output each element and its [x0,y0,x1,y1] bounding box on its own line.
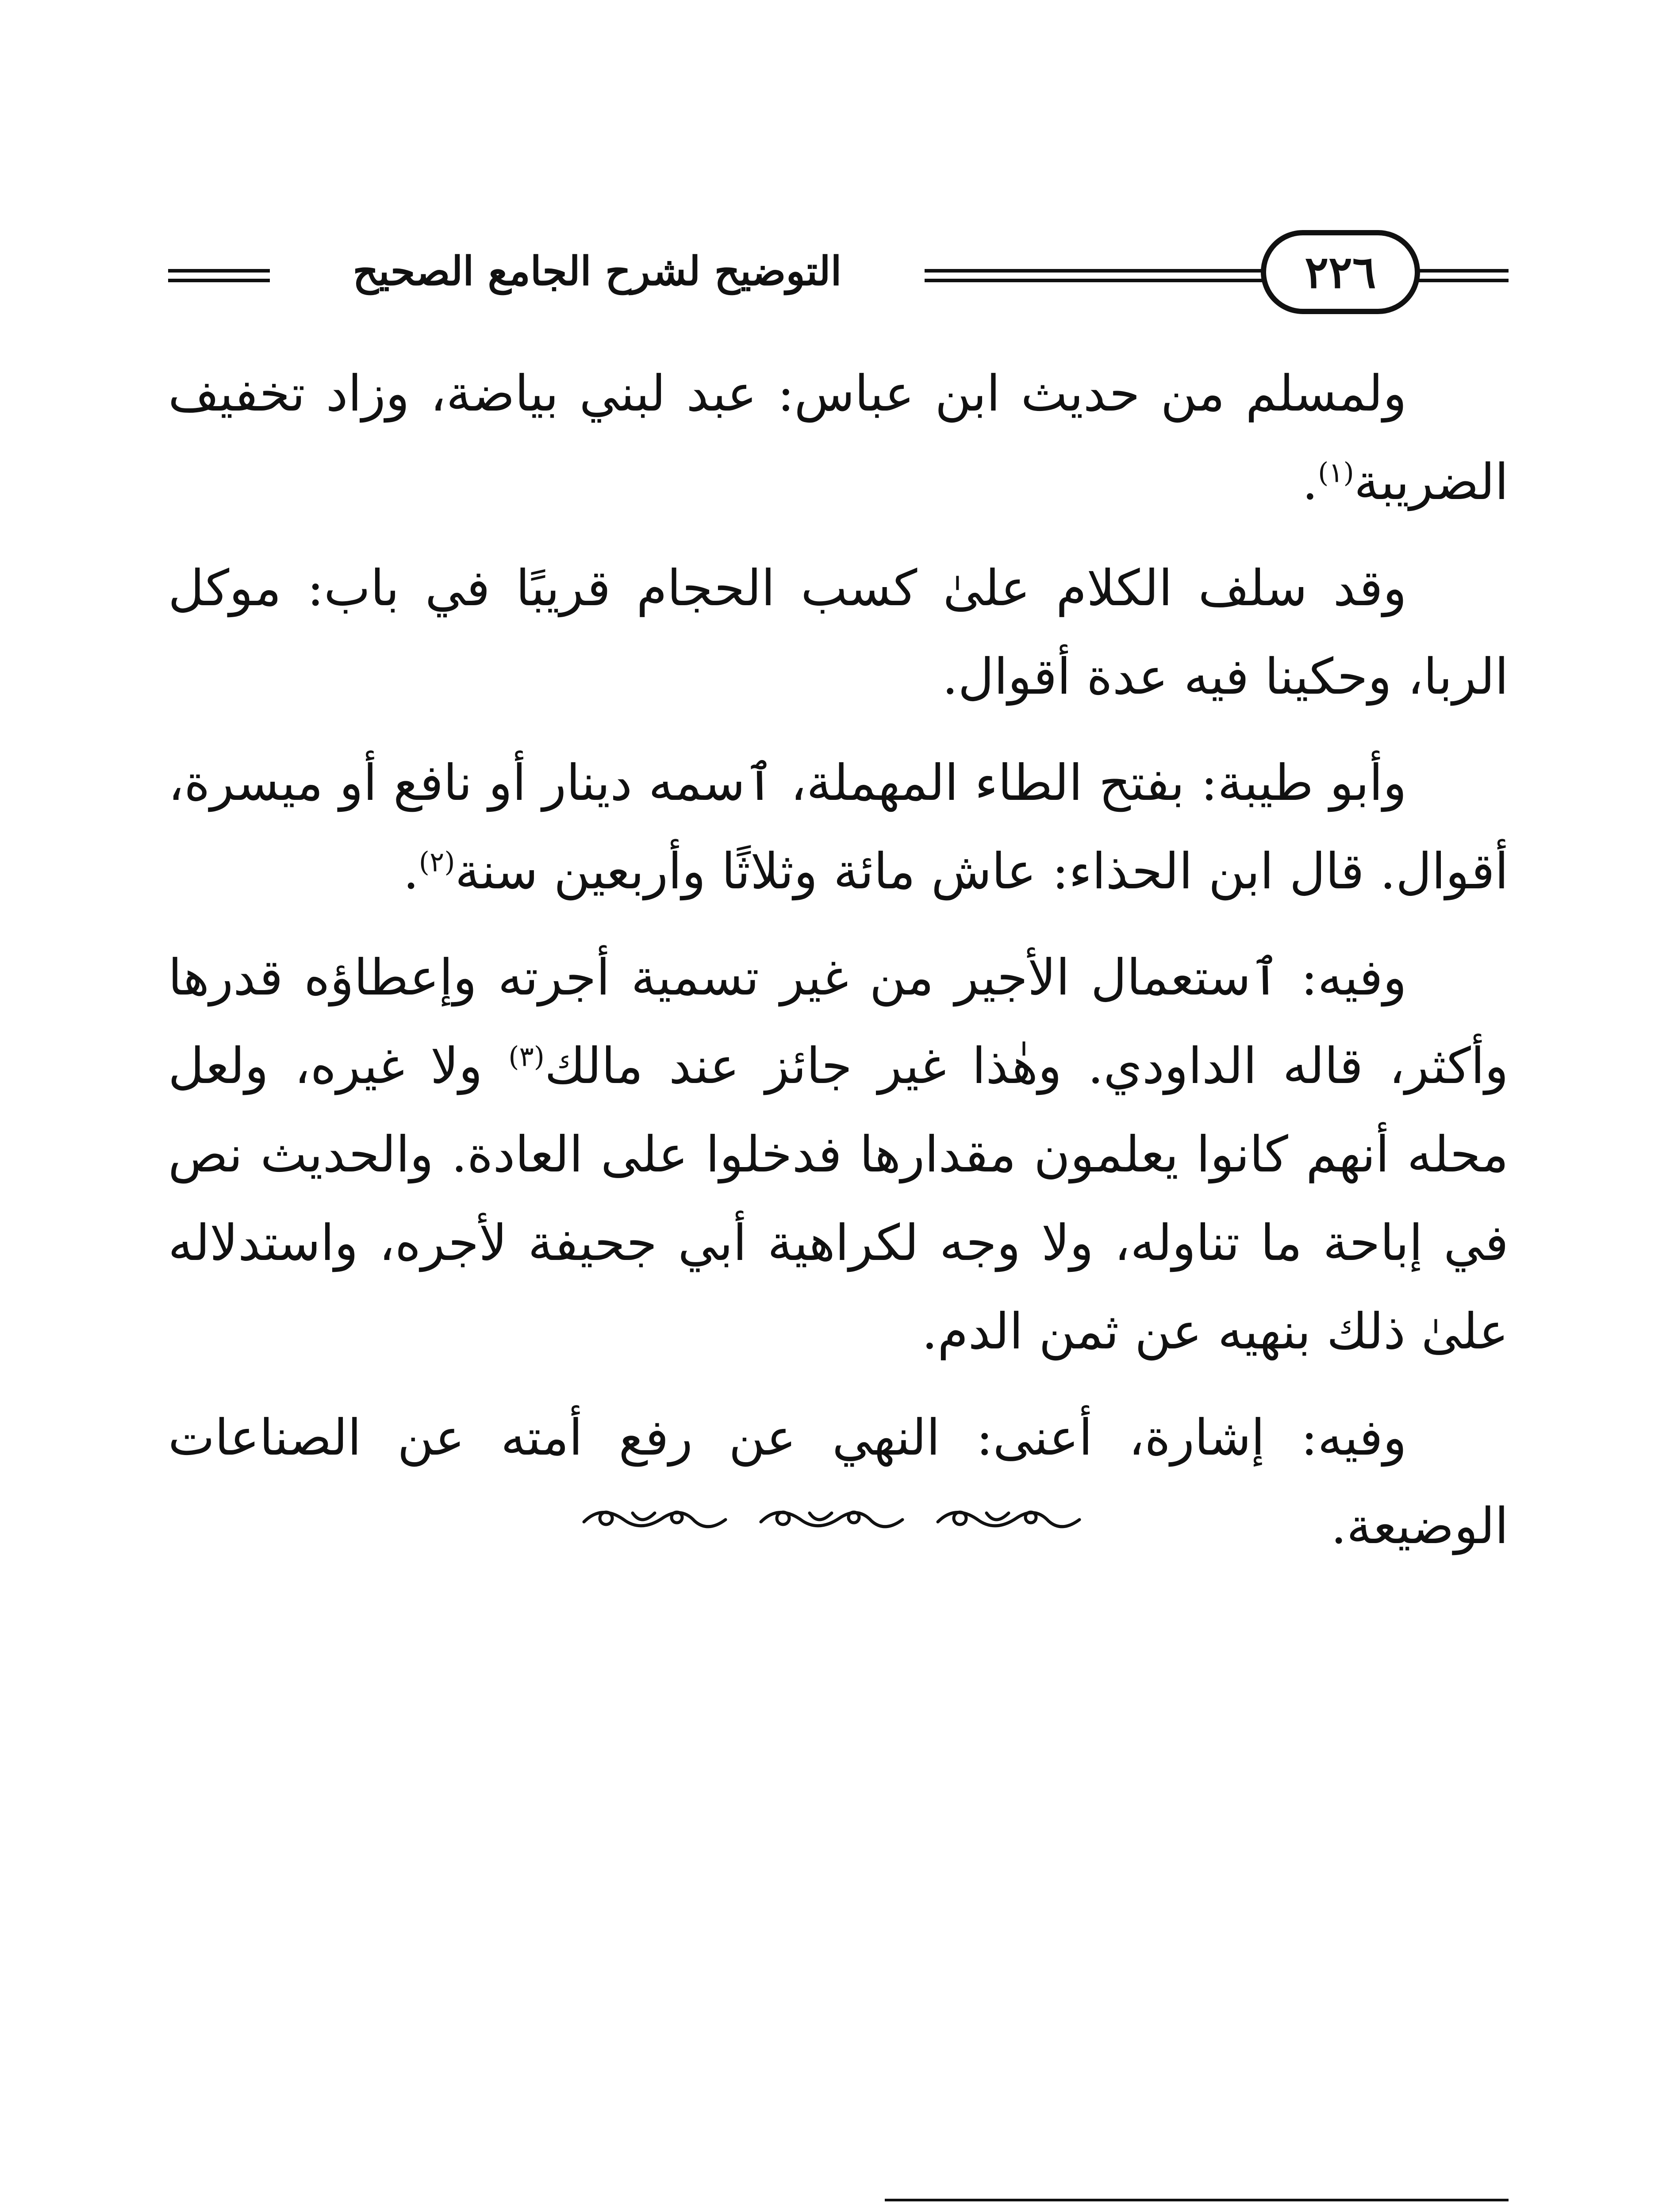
paragraph-text: وقد سلف الكلام علىٰ كسب الحجام قريبًا في باب: موكل الربا، وحكينا فيه عدة أقوال. [168,560,1509,706]
paragraph [168,739,1509,916]
paragraph-tail: ولا غيره، ولعل محله أنهم كانوا يعلمون مقدارها فدخلوا على العادة. والحديث نص في إباحة ما تناوله، ولا وجه لكراهية أبي جحيفة لأجره، واستدلاله علىٰ ذلك بنهيه عن ثمن الدم. [168,1037,1509,1360]
page-number: ٢٢٦ [1261,230,1420,314]
main-text [168,349,1509,1588]
header-rule-left [168,269,270,282]
paragraph [168,933,1509,1376]
footnote-ref[interactable]: (٣) [508,1040,545,1073]
ornament-divider-icon [575,1500,1097,1540]
page-header [168,230,1509,314]
paragraph-tail: . [403,843,419,900]
footnote-ref[interactable]: (١) [1318,456,1354,489]
paragraph-text: وأبو طيبة: بفتح الطاء المهملة، ٱسمه دينار أو نافع أو ميسرة، أقوال. قال ابن الحذاء: عاش مائة وثلاثًا وأربعين سنة [168,754,1509,900]
footnote-separator [885,2199,1509,2201]
paragraph-tail: . [1302,453,1318,511]
paragraph [168,544,1509,721]
paragraph [168,1394,1509,1571]
running-title: التوضيح لشرح الجامع الصحيح [353,248,842,295]
paragraph-text: وفيه: إشارة، أعنى: النهي عن رفع أمته عن الصناعات الوضيعة. [168,1409,1509,1555]
header-rule-right [1420,269,1509,282]
paragraph-text: وفيه: ٱستعمال الأجير من غير تسمية أجرته وإعطاؤه قدرها وأكثر، قاله الداودي. وهٰذا غير جائز عند مالك [168,949,1509,1095]
paragraph [168,349,1509,526]
paragraph-text: ولمسلم من حديث ابن عباس: عبد لبني بياضة، وزاد تخفيف الضريبة [168,365,1509,511]
footnote-ref[interactable]: (٢) [418,845,455,878]
